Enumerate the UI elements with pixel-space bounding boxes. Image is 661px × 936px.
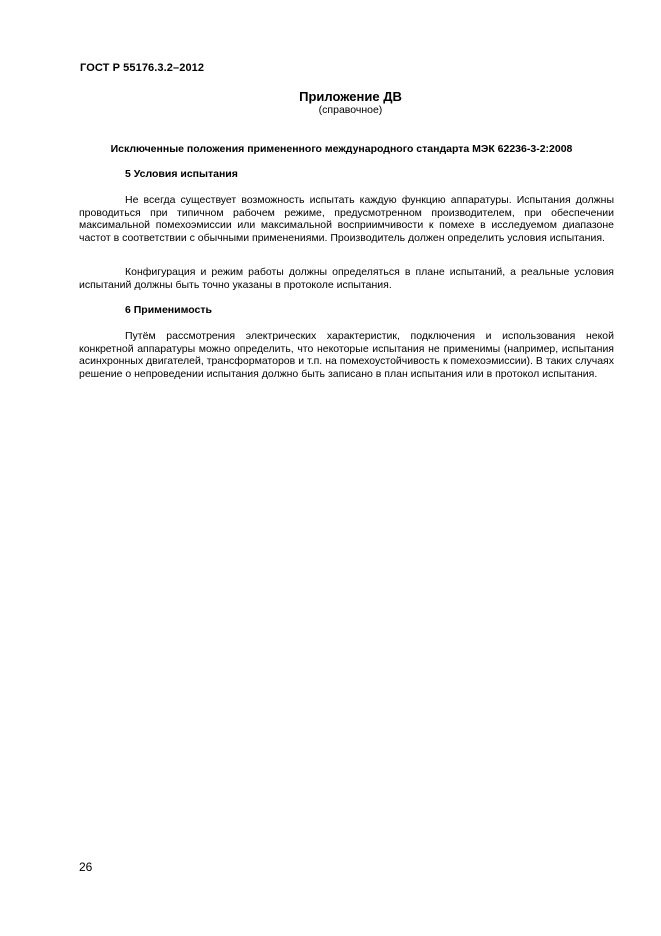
clause-5-heading: 5 Условия испытания xyxy=(125,168,238,180)
page-number: 26 xyxy=(79,860,93,874)
appendix-subtitle: (справочное) xyxy=(318,104,383,116)
clause-5-paragraph-2: Конфигурация и режим работы должны определяться в плане испытаний, а реальные условия испытаний должны быть точно указаны в протоколе испытания. xyxy=(79,266,614,291)
clause-6-heading: 6 Применимость xyxy=(125,304,212,316)
section-heading: Исключенные положения примененного международного стандарта МЭК 62236-3-2:2008 xyxy=(110,143,573,155)
appendix-title: Приложение ДВ xyxy=(299,89,402,104)
clause-6-paragraph-1: Путём рассмотрения электрических характеристик, подключения и использования некой конкретной аппаратуры можно определить, что некоторые испытания не применимы (например, испытания асинхронных двигателей, трансформаторов и т.п. на помехоустойчивость к помехоэмиссии). В таких случаях решение о непроведении испытания должно быть записано в план испытания или в протокол испытания. xyxy=(79,330,614,380)
clause-5-paragraph-1: Не всегда существует возможность испытать каждую функцию аппаратуры. Испытания должны проводиться при типичном рабочем режиме, предусмотренном производителем, при обеспечении максимальной помехоэмиссии или максимальной восприимчивости к помехе в исследуемом диапазоне частот в соответствии с обычными применениями. Производитель должен определить условия испытания. xyxy=(79,194,614,244)
document-code: ГОСТ Р 55176.3.2–2012 xyxy=(80,62,205,74)
